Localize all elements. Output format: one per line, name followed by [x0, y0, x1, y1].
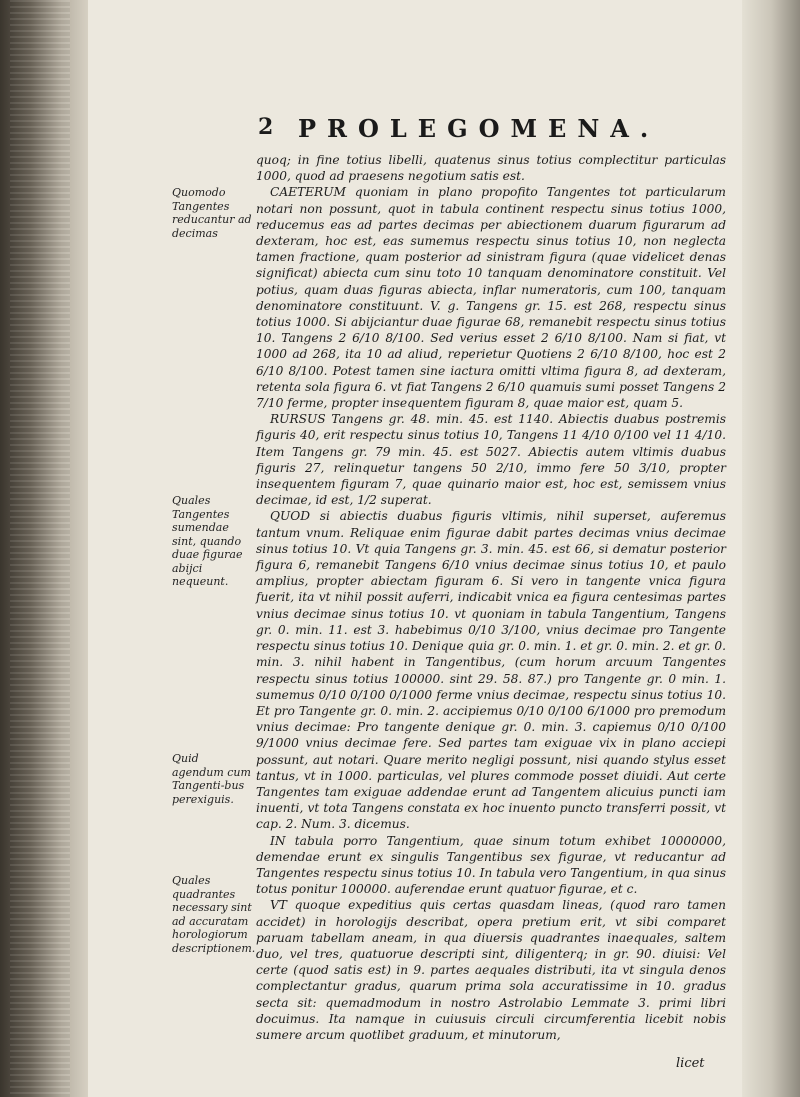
spine-texture	[10, 0, 70, 1097]
page-number: 2	[258, 114, 274, 140]
paragraph-5: IN tabula porro Tangentium, quae sinum totum exhibet 10000000, demendae erunt ex singulis Tangentibus sex figurae, vt reducantur ad Tangentes respectu sinus totius 10. In tabula vero Tangentium, in qua sinus totus ponitur 100000. auferendae erunt quatuor figurae, et c.	[256, 833, 726, 897]
book-spine	[0, 0, 88, 1097]
body-text	[256, 152, 726, 1043]
running-head: PROLEGOMENA.	[298, 114, 660, 143]
paragraph-1: quoq; in fine totius libelli, quatenus sinus totius complectitur particulas 1000, quod ad praesens negotium satis est.	[256, 153, 726, 184]
page-header	[258, 114, 688, 144]
paragraph-6: VT quoque expeditius quis certas quasdam lineas, (quod raro tamen accidet) in horologijs describat, opera pretium erit, vt sibi comparet paruam tabellam aneam, in qua diuersis quadrantes inaequales, saltem duo, vel tres, quatuorue descripti sint, diligenterq; in gr. 90. diuisi: Vel certe (quod satis est) in 9. partes aequales distributi, ita vt singula denos complectantur gradus, quarum prima sola accuratissime in 10. gradus secta sit: quemadmodum in nostro Astrolabio Lemmate 3. primi libri docuimus. Ita namque in cuiusuis circuli circumferentia licebit nobis sumere arcum quotlibet graduum, et minutorum,	[256, 898, 726, 1042]
margin-note-3: Quid agendum cum Tangenti-bus perexiguis.	[172, 752, 251, 806]
margin-note-4: Quales quadrantes necessary sint ad accuratam horologiorum descriptionem.	[172, 874, 256, 955]
catchword: licet	[676, 1056, 705, 1071]
paragraph-2: CAETERUM quoniam in plano propofito Tangentes tot particularum notari non possunt, quot in tabula continent respectu sinus totius 1000, reducemus eas ad partes decimas per abiectionem duarum figurarum ad dexteram, hoc est, eas sumemus respectu sinus totius 10, non neglecta tamen fractione, quam posterior ad sinistram figura (quae videlicet denas significat) abiecta cum sinu toto 10 tanquam denominatore constituit. Vel potius, quam duas figuras abiecta, inflar numeratoris, cum 100, tanquam denominatore constituunt. V. g. Tangens gr. 15. est 268, respectu sinus totius 1000. Si abijciantur duae figurae 68, remanebit respectu sinus totius 10. Tangens 2 6/10 8/100. Sed verius esset 2 6/10 8/100. Nam si fiat, vt 1000 ad 268, ita 10 ad aliud, reperietur Quotiens 2 6/10 8/100, hoc est 2 6/10 8/100. Potest tamen sine iactura omitti vltima figura 8, ad dexteram, retenta sola figura 6. vt fiat Tangens 2 6/10 quamuis sumi posset Tangens 2 7/10 ferme, propter insequentem figuram 8, quae maior est, quam 5.	[256, 185, 726, 411]
margin-note-2: Quales Tangentes sumendae sint, quando duae figurae abijci nequeunt.	[172, 494, 243, 588]
paragraph-3: RURSUS Tangens gr. 48. min. 45. est 1140. Abiectis duabus postremis figuris 40, erit respectu sinus totius 10, Tangens 11 4/10 0/100 vel 11 4/10. Item Tangens gr. 79 min. 45. est 5027. Abiectis autem vltimis duabus figuris 27, relinquetur tangens 50 2/10, immo fere 50 3/10, propter insequentem figuram 7, quae quinario maior est, hoc est, semissem vnius decimae, id est, 1/2 superat.	[256, 412, 726, 508]
margin-note-1: Quomodo Tangentes reducantur ad decimas	[172, 186, 252, 240]
paragraph-4: QUOD si abiectis duabus figuris vltimis, nihil superset, auferemus tantum vnum. Reliquae enim figurae dabit partes decimas vnius decimae sinus totius 10. Vt quia Tangens gr. 3. min. 45. est 66, si dematur posterior figura 6, remanebit Tangens 6/10 vnius decimae sinus totius 10, et paulo amplius, propter abiectam figuram 6. Si vero in tangente vnica figura fuerit, ita vt nihil possit auferri, indicabit vnica ea figura centesimas partes vnius decimae sinus totius 10. vt quoniam in tabula Tangentium, Tangens gr. 0. min. 11. est 3. habebimus 0/10 3/100, vnius decimae pro Tangente respectu sinus totius 10. Denique quia gr. 0. min. 1. et gr. 0. min. 2. et gr. 0. min. 3. nihil habent in Tangentibus, (cum horum arcuum Tangentes respectu sinus totius 100000. sint 29. 58. 87.) pro Tangente gr. 0 min. 1. sumemus 0/10 0/100 0/1000 ferme vnius decimae, respectu sinus totius 10. Et pro Tangente gr. 0. min. 2. accipiemus 0/10 0/100 6/1000 pro premodum vnius decimae: Pro tangente denique gr. 0. min. 3. capiemus 0/10 0/100 9/1000 vnius decimae fere. Sed partes tam exiguae vix in plano acciepi possunt, aut notari. Quare merito negligi possunt, nisi quando stylus esset tantus, vt in 1000. particulas, vel plures commode posset diuidi. Aut certe Tangentes tam exiguae addendae erunt ad Tangentem alicuius puncti iam inuenti, vt tota Tangens constata ex hoc inuento puncto transferri possit, vt cap. 2. Num. 3. dicemus.	[256, 509, 726, 832]
page-edge-right	[742, 0, 800, 1097]
